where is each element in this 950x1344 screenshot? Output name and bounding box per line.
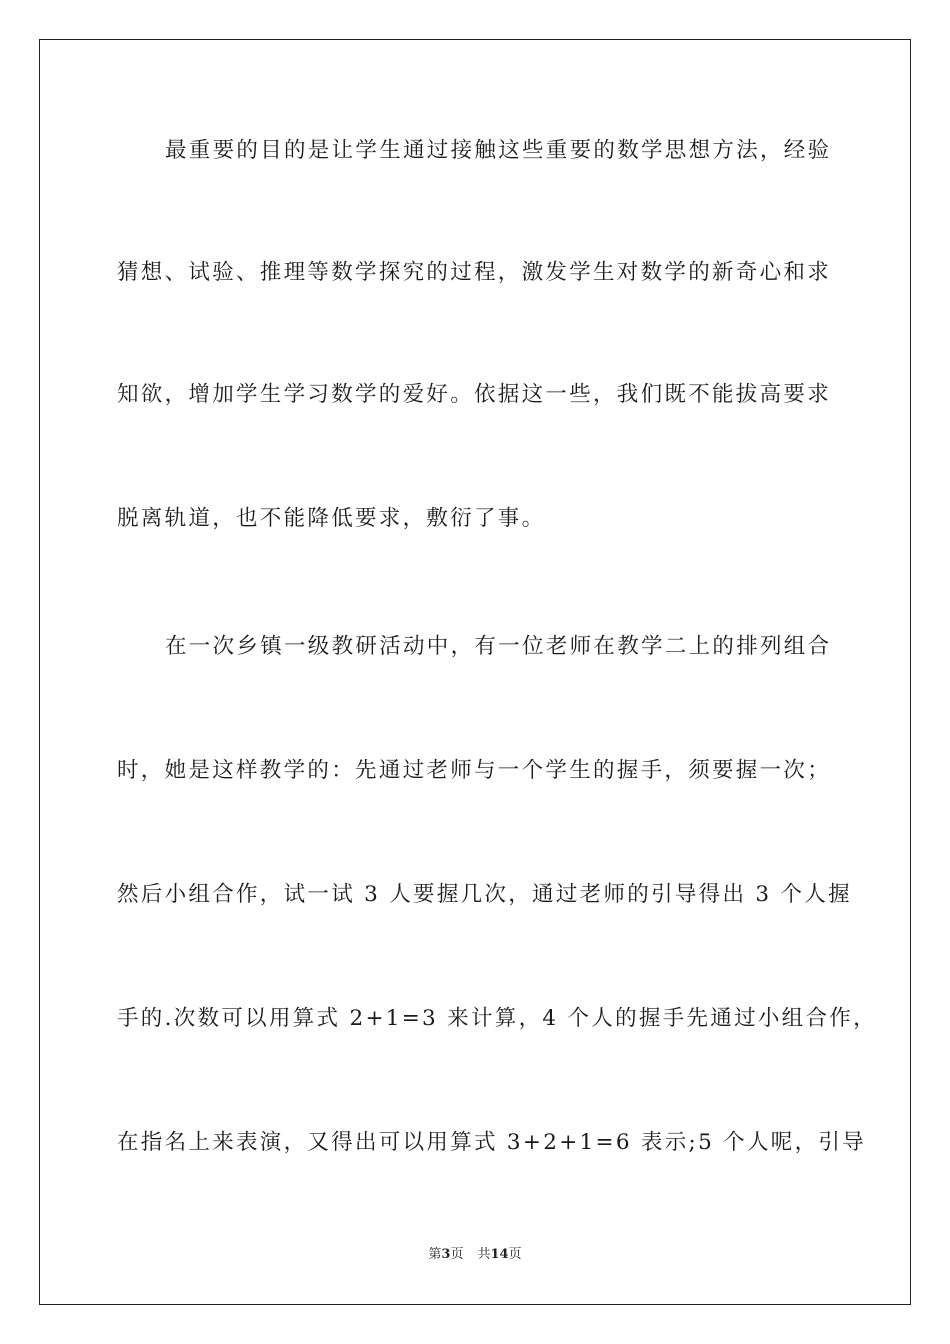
paragraph-1-line-4: 脱离轨道，也不能降低要求，敷衍了事。 bbox=[117, 506, 546, 531]
page-footer bbox=[0, 1246, 950, 1264]
paragraph-2-line-5: 在指名上来表演，又得出可以用算式 3+2+1=6 表示;5 个人呢，引导 bbox=[117, 1130, 866, 1155]
paragraph-2-line-3: 然后小组合作，试一试 3 人要握几次，通过老师的引导得出 3 个人握 bbox=[117, 882, 852, 907]
footer-page-suffix: 页 bbox=[450, 1247, 464, 1262]
paragraph-2-line-4: 手的.次数可以用算式 2+1=3 来计算，4 个人的握手先通过小组合作， bbox=[117, 1006, 877, 1031]
footer-total-pages: 14 bbox=[490, 1247, 509, 1262]
footer-total-prefix: 共 bbox=[477, 1247, 491, 1262]
page-border bbox=[39, 39, 911, 1305]
paragraph-2-line-1: 在一次乡镇一级教研活动中，有一位老师在教学二上的排列组合 bbox=[165, 634, 832, 659]
paragraph-1-line-1: 最重要的目的是让学生通过接触这些重要的数学思想方法，经验 bbox=[165, 138, 832, 163]
footer-page-prefix: 第 bbox=[428, 1247, 442, 1262]
paragraph-1-line-2: 猜想、试验、推理等数学探究的过程，激发学生对数学的新奇心和求 bbox=[117, 260, 832, 285]
footer-total-suffix: 页 bbox=[508, 1247, 522, 1262]
footer-page-number: 3 bbox=[441, 1247, 451, 1262]
paragraph-2-line-2: 时，她是这样教学的：先通过老师与一个学生的握手，须要握一次； bbox=[117, 758, 832, 783]
paragraph-1-line-3: 知欲，增加学生学习数学的爱好。依据这一些，我们既不能拔高要求 bbox=[117, 382, 832, 407]
